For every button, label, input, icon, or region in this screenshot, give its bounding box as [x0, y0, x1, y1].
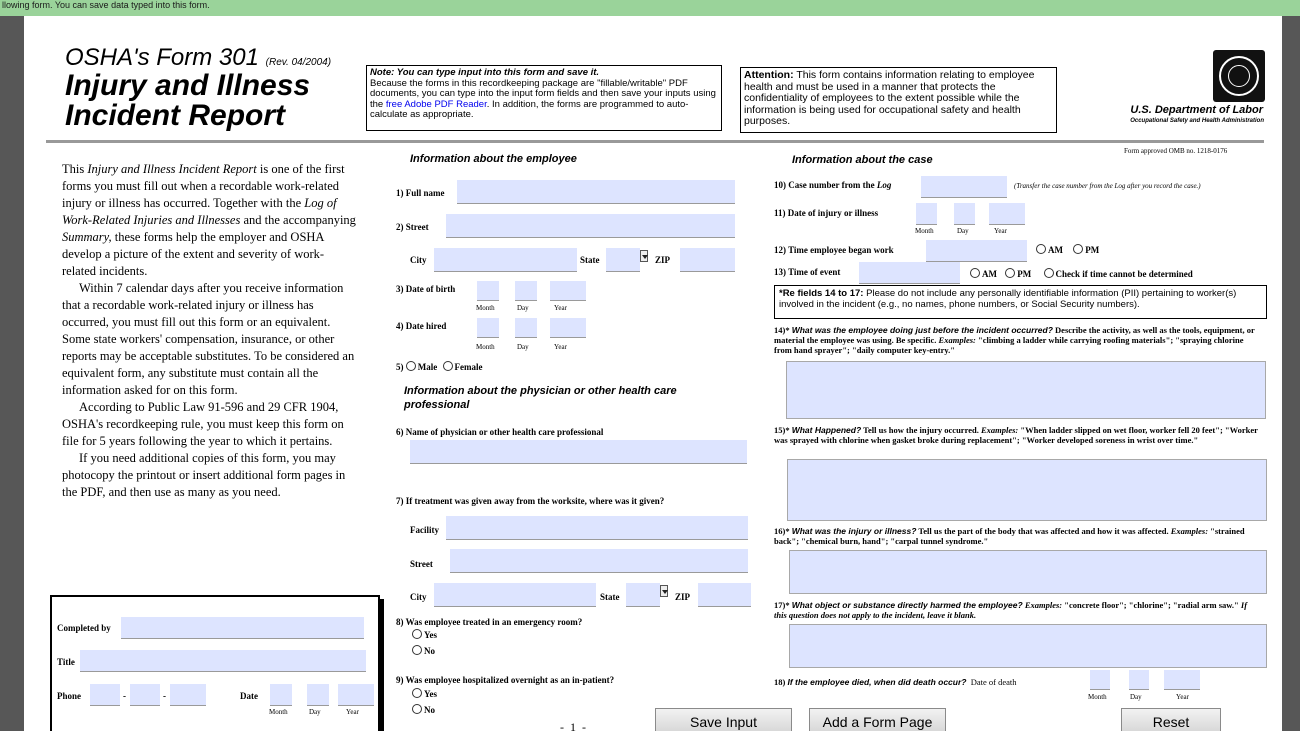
injury-year-field[interactable] [989, 203, 1025, 225]
dob-day-caption: Day [517, 304, 529, 312]
male-radio[interactable] [406, 361, 416, 371]
pii-warning-box [774, 285, 1267, 319]
pii-warning-text: Please do not include any personally identifiable information (PII) pertaining to worker(s) involved in the incident (e.g., no names, phone numbers, or Social Security numbers). [779, 288, 1237, 310]
add-form-page-button[interactable]: Add a Form Page [809, 708, 946, 731]
omb-number: Form approved OMB no. 1218-0176 [1124, 147, 1228, 155]
phone-dash-1: - [123, 691, 126, 701]
hosp-yes-label: Yes [424, 689, 437, 699]
injury-date-label: 11) Date of injury or illness [774, 208, 879, 218]
physician-heading-line2: professional [404, 399, 470, 411]
time-unknown-label: Check if time cannot be determined [1055, 269, 1193, 279]
q14-activity-textarea[interactable] [786, 361, 1266, 419]
date-hired-label: 4) Date hired [396, 321, 447, 331]
hired-month-field[interactable] [477, 318, 499, 338]
death-day-caption: Day [1130, 693, 1142, 701]
hosp-no-option [412, 704, 435, 715]
event-ampm [970, 268, 1193, 279]
phone-label: Phone [57, 691, 82, 701]
case-section-heading: Information about the case [792, 154, 933, 166]
completed-by-label: Completed by [57, 623, 111, 633]
er-yes-radio[interactable] [412, 629, 422, 639]
zip-label: ZIP [655, 255, 671, 265]
q15-what-happened-textarea[interactable] [787, 459, 1267, 521]
began-work-field[interactable] [926, 240, 1027, 262]
phone-line-field[interactable] [170, 684, 206, 706]
page-number: 1 [570, 720, 576, 731]
began-work-ampm [1036, 244, 1099, 255]
time-of-event-label: 13) Time of event [774, 267, 841, 277]
form-page [24, 16, 1282, 731]
female-radio[interactable] [443, 361, 453, 371]
completed-year-field[interactable] [338, 684, 374, 706]
injury-month-caption: Month [915, 227, 934, 235]
facility-field[interactable] [446, 516, 748, 540]
save-notice-bar [0, 0, 1300, 16]
facility-city-label: City [410, 592, 427, 602]
female-label: Female [454, 362, 483, 372]
time-unknown-radio[interactable] [1044, 268, 1054, 278]
injury-day-caption: Day [957, 227, 969, 235]
street-label: 2) Street [396, 222, 429, 232]
q16-injury-textarea[interactable] [789, 550, 1267, 594]
note-text-2: . In addition, the forms are programmed to auto-calculate as appropriate. [370, 98, 689, 120]
gender-row [396, 361, 482, 372]
hired-month-caption: Month [476, 343, 495, 351]
began-pm-radio[interactable] [1073, 244, 1083, 254]
page-title-line2: Incident Report [65, 99, 286, 132]
intro-paragraph-2: Within 7 calendar days after you receive information that a recordable work-related injury or illness has occurred, you must fill out this form or an equivalent. Some state workers' compensation, insurance, or other reports may be acceptable substitutes. To be considered an equivalent form, any substitute must contain all the information asked for on this form. [62, 281, 355, 397]
death-month-caption: Month [1088, 693, 1107, 701]
q14-text: 14)* What was the employee doing just before the incident occurred? Describe the activity, as well as the tools, equipment, or material the employee was using. Be specific. Examples: "climbing a ladder while carrying roofing materials"; "spraying chlorine from hand sprayer"; "daily computer key-entry." [774, 325, 1255, 355]
facility-zip-label: ZIP [675, 592, 691, 602]
treatment-location-label: 7) If treatment was given away from the worksite, where was it given? [396, 496, 665, 506]
hosp-yes-radio[interactable] [412, 688, 422, 698]
street-field[interactable] [446, 214, 735, 238]
began-work-label: 12) Time employee began work [774, 245, 894, 255]
full-name-field[interactable] [457, 180, 735, 204]
state-label: State [580, 255, 600, 265]
dob-month-caption: Month [476, 304, 495, 312]
began-am-label: AM [1048, 245, 1063, 255]
adobe-reader-link[interactable]: free Adobe PDF Reader [385, 98, 487, 110]
event-pm-label: PM [1017, 269, 1032, 279]
phone-area-field[interactable] [90, 684, 120, 706]
er-no-label: No [424, 646, 435, 656]
completed-date-label: Date [240, 691, 258, 701]
facility-street-field[interactable] [450, 549, 748, 573]
hospitalized-question-label: 9) Was employee hospitalized overnight as an in-patient? [396, 675, 615, 685]
case-number-field[interactable] [921, 176, 1007, 198]
time-of-event-field[interactable] [859, 262, 960, 284]
event-am-radio[interactable] [970, 268, 980, 278]
page-indicator: - 1 - [560, 720, 586, 731]
attention-text: This form contains information relating to employee health and must be used in a manner that protects the confidentiality of employees to the extent possible while the information is being used for occupational safety and health purposes. [744, 69, 1035, 127]
header-rule [46, 140, 1264, 143]
physician-section-heading [404, 384, 677, 412]
dob-year-field[interactable] [550, 281, 586, 301]
intro-text [62, 161, 358, 501]
note-title: Note: You can type input into this form and save it. [370, 67, 600, 78]
city-field[interactable] [434, 248, 577, 272]
completed-by-field[interactable] [121, 617, 364, 639]
death-day-field[interactable] [1129, 670, 1149, 690]
title-field[interactable] [80, 650, 366, 672]
death-year-field[interactable] [1164, 670, 1200, 690]
facility-state-select[interactable] [626, 583, 660, 607]
dob-year-caption: Year [554, 304, 567, 312]
attention-box [740, 67, 1057, 133]
q15-text: 15)* What Happened? Tell us how the injury occurred. Examples: "When ladder slipped on wet floor, worker fell 20 feet"; "Worker was sprayed with chlorine when gasket broke during replacement"; "Worker developed soreness in wrist over time." [774, 425, 1258, 445]
save-input-button[interactable]: Save Input [655, 708, 792, 731]
employee-section-heading: Information about the employee [410, 153, 577, 165]
full-name-label: 1) Full name [396, 188, 445, 198]
facility-street-label: Street [410, 559, 433, 569]
male-label: Male [417, 362, 438, 372]
page-title-line1: Injury and Illness [65, 69, 311, 102]
form-number-text: OSHA's Form 301 [65, 44, 259, 71]
intro-paragraph-3: According to Public Law 91-596 and 29 CFR 1904, OSHA's recordkeeping rule, you must keep this form on file for 5 years following the year to which it pertains. [62, 400, 344, 448]
hosp-no-radio[interactable] [412, 704, 422, 714]
er-yes-label: Yes [424, 630, 437, 640]
gender-number: 5) [396, 362, 404, 372]
department-name: U.S. Department of Labor [1130, 104, 1263, 116]
completed-year-caption: Year [346, 708, 359, 716]
facility-label: Facility [410, 525, 439, 535]
reset-button[interactable]: Reset [1121, 708, 1221, 731]
intro-paragraph-1: This Injury and Illness Incident Report is one of the first forms you must fill out when a recordable work-related injury or illness has occurred. Together with the Log of Work-Related Injuries and Illnesses and the accompanying Summary, these forms help the employer and OSHA develop a picture of the extent and severity of work-related incidents. [62, 162, 356, 278]
case-number-label: 10) Case number from the Log [774, 180, 892, 190]
hosp-yes-option [412, 688, 437, 699]
note-text-1: Because the forms in this recordkeeping package are "fillable/writable" PDF documents, you can type into the input form fields and then save your inputs using the [370, 77, 716, 110]
hired-day-caption: Day [517, 343, 529, 351]
save-notice-text: llowing form. You can save data typed into this form. [2, 0, 210, 10]
dol-seal-logo [1213, 50, 1265, 102]
injury-month-field[interactable] [916, 203, 937, 225]
completed-day-field[interactable] [307, 684, 329, 706]
event-pm-radio[interactable] [1005, 268, 1015, 278]
began-am-radio[interactable] [1036, 244, 1046, 254]
state-dropdown-icon[interactable] [640, 250, 648, 262]
zip-field[interactable] [680, 248, 735, 272]
hosp-no-label: No [424, 705, 435, 715]
dob-month-field[interactable] [477, 281, 499, 301]
q17-object-textarea[interactable] [789, 624, 1267, 668]
completed-day-caption: Day [309, 708, 321, 716]
completed-month-caption: Month [269, 708, 288, 716]
page-title [65, 71, 310, 131]
form-revision: (Rev. 04/2004) [265, 57, 332, 68]
er-no-radio[interactable] [412, 645, 422, 655]
dob-label: 3) Date of birth [396, 284, 456, 294]
agency-name: Occupational Safety and Health Administration [1130, 118, 1264, 124]
facility-city-field[interactable] [434, 583, 596, 607]
death-year-caption: Year [1176, 693, 1189, 701]
phone-prefix-field[interactable] [130, 684, 160, 706]
title-label: Title [57, 657, 75, 667]
er-yes-option [412, 629, 437, 640]
intro-paragraph-4: If you need additional copies of this form, you may photocopy the printout or insert additional form pages in the PDF, and then use as many as you need. [62, 451, 346, 499]
event-am-label: AM [982, 269, 997, 279]
q17-text: 17)* What object or substance directly harmed the employee? Examples: "concrete floor"; "chlorine"; "radial arm saw." If this question does not apply to the incident, leave it blank. [774, 600, 1248, 620]
note-box [366, 65, 722, 131]
hired-day-field[interactable] [515, 318, 537, 338]
q18-text: 18) If the employee died, when did death occur? Date of death [774, 677, 1017, 687]
hired-year-field[interactable] [550, 318, 586, 338]
physician-name-label: 6) Name of physician or other health care professional [396, 427, 604, 437]
injury-year-caption: Year [994, 227, 1007, 235]
city-label: City [410, 255, 427, 265]
dob-day-field[interactable] [515, 281, 537, 301]
hired-year-caption: Year [554, 343, 567, 351]
physician-heading-line1: Information about the physician or other health care [404, 385, 677, 397]
form-number [65, 44, 331, 72]
er-no-option [412, 645, 435, 656]
attention-title: Attention: [744, 69, 794, 81]
physician-name-field[interactable] [410, 440, 747, 464]
q16-text: 16)* What was the injury or illness? Tell us the part of the body that was affected and how it was affected. Examples: "strained back"; "chemical burn, hand"; "carpal tunnel syndrome." [774, 526, 1245, 546]
pii-warning-title: *Re fields 14 to 17: [779, 288, 864, 299]
case-number-note: (Transfer the case number from the Log after you record the case.) [1014, 182, 1201, 190]
injury-day-field[interactable] [954, 203, 975, 225]
completed-month-field[interactable] [270, 684, 292, 706]
facility-state-dropdown-icon[interactable] [660, 585, 668, 597]
phone-dash-2: - [163, 691, 166, 701]
began-pm-label: PM [1085, 245, 1100, 255]
facility-zip-field[interactable] [698, 583, 751, 607]
facility-state-label: State [600, 592, 620, 602]
er-question-label: 8) Was employee treated in an emergency room? [396, 617, 583, 627]
death-month-field[interactable] [1090, 670, 1110, 690]
state-select[interactable] [606, 248, 640, 272]
